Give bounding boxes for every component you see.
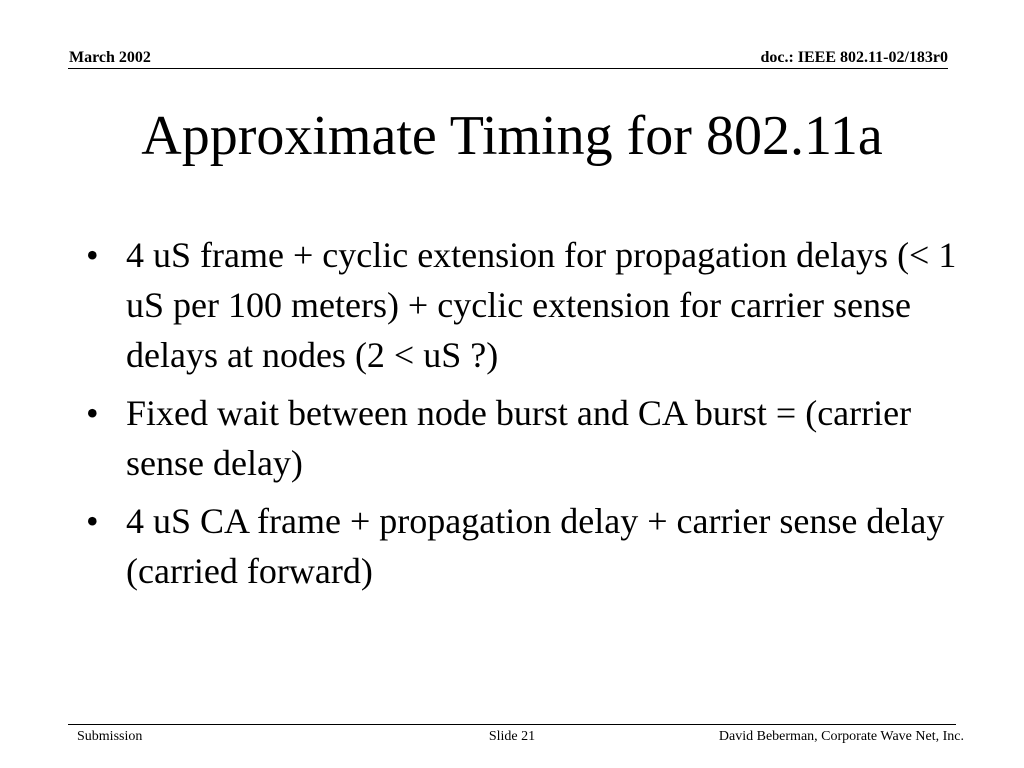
- footer-author: David Beberman, Corporate Wave Net, Inc.: [718, 729, 964, 744]
- bullet-icon: •: [86, 501, 99, 541]
- bullet-item: [86, 230, 966, 380]
- bullet-item: [86, 496, 966, 596]
- header-divider: [68, 68, 948, 69]
- bullet-item: [86, 388, 966, 488]
- slide-title: Approximate Timing for 802.11a: [141, 105, 883, 167]
- bullet-icon: •: [86, 235, 99, 275]
- footer-slide-number: Slide 21: [488, 729, 536, 744]
- footer-submission: Submission: [77, 729, 143, 744]
- header-doc-id: doc.: IEEE 802.11-02/183r0: [760, 49, 948, 66]
- bullet-text: 4 uS CA frame + propagation delay + carrier sense delay (carried forward): [126, 501, 945, 591]
- bullet-icon: •: [86, 393, 99, 433]
- header-date: March 2002: [69, 49, 151, 66]
- footer-divider: [68, 724, 956, 725]
- bullet-text: 4 uS frame + cyclic extension for propagation delays (< 1 uS per 100 meters) + cyclic extension for carrier sense delays at nodes (2 < uS ?): [126, 235, 957, 375]
- bullet-list: [86, 230, 966, 604]
- bullet-text: Fixed wait between node burst and CA burst = (carrier sense delay): [126, 393, 912, 483]
